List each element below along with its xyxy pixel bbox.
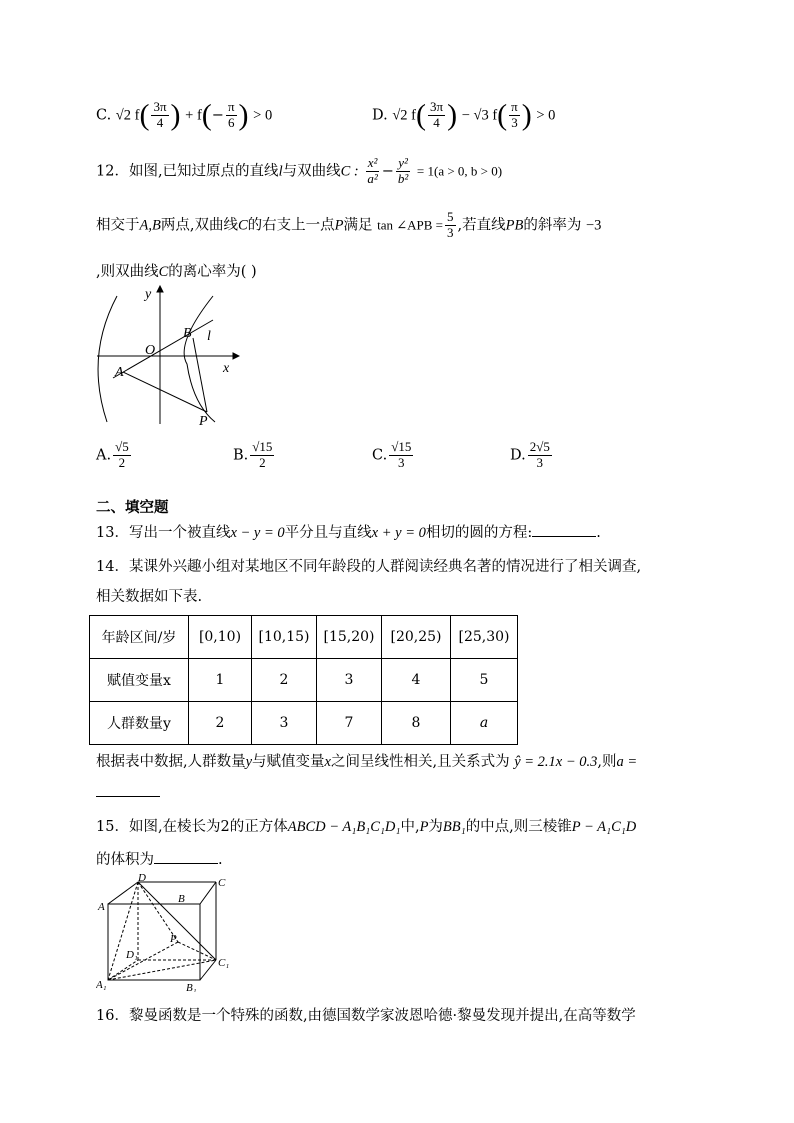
q11-option-c: C. √2 f( $\frac{3\pi}{4}$ ) + f(− $\frac{\pi}{6}$ ) > 0 [96,98,273,132]
q15-answer-blank[interactable] [154,849,218,864]
cube-label-C1: C₁ [218,957,230,969]
cube-figure [96,872,236,992]
q12-option-b: B. $\frac{√15}{2}$ [233,439,273,470]
q12-line3: ,则双曲线C的离心率为( ) [96,264,257,280]
q14-line1: 14．某课外兴趣小组对某地区不同年龄段的人群阅读经典名著的情况进行了相关调查, [96,559,642,575]
edge-BC [200,882,216,904]
cube-label-D1: D₁ [126,949,138,961]
table-cell: 3 [317,659,382,702]
q14-answer-line [96,782,160,801]
y-axis-arrow [157,286,163,292]
label-l: l [207,329,211,344]
table-cell: 7 [317,702,382,745]
q12-line1: 12．如图,已知过原点的直线l与双曲线C : $\frac{\text{x²}}{\text{a²}}$ − $\frac{\text{y²}}{\text{b²}}$ = 1(a > 0, b > 0) [96,155,503,186]
segment-DC1 [138,882,216,960]
label-x: x [223,361,230,376]
cube-label-A: A [98,901,105,913]
segment-BP [193,338,207,412]
left-branch [98,296,117,422]
data-table [89,615,518,745]
table-cell: 年龄区间/岁 [90,616,189,659]
q14-answer-blank[interactable] [96,782,160,797]
table-cell: 2 [252,659,317,702]
q16-line1: 16．黎曼函数是一个特殊的函数,由德国数学家波恩哈德·黎曼发现并提出,在高等数学 [96,1008,636,1024]
table-cell: [25,30) [451,616,518,659]
cube-label-D: D [138,872,146,884]
table-row [90,616,518,659]
cube-label-A1: A₁ [96,979,107,991]
table-cell: [20,25) [382,616,451,659]
cube-label-B1: B₁ [186,982,197,992]
section-title: 二、填空题 [96,500,169,516]
label-A: A [115,365,124,380]
label-O: O [145,343,156,358]
q13-line: 13．写出一个被直线x − y = 0平分且与直线x + y = 0相切的圆的方程: . [96,521,601,542]
table-row [90,702,518,745]
table-cell: 3 [252,702,317,745]
line-l [113,320,213,378]
table-cell: 1 [189,659,252,702]
segment-PA1 [108,942,178,980]
q11-option-d: D. √2 f( $\frac{3\pi}{4}$ ) − √3 f( $\frac{\pi}{3}$ ) > 0 [372,98,556,132]
cube-label-B: B [178,893,185,905]
cube-label-C: C [218,877,226,889]
table-cell: 8 [382,702,451,745]
q12-option-a: A. $\frac{√5}{2}$ [96,439,129,470]
q12-option-c: C. $\frac{√15}{3}$ [372,439,412,470]
table-cell: 人群数量y [90,702,189,745]
edge-AD [108,882,138,904]
segment-DA1 [108,882,138,980]
table-cell: [0,10) [189,616,252,659]
table-cell: 5 [451,659,518,702]
segment-PC1 [178,942,216,960]
cube-label-P: P [170,933,177,945]
q15-line2: 的体积为 . [96,848,223,869]
q15-line1: 15．如图,在棱长为2的正方体ABCD − A₁B₁C₁D₁中,P为BB₁的中点,则三棱锥P − A₁C₁D [96,819,637,835]
q12-option-d: D. $\frac{2√5}{3}$ [510,439,550,470]
table-cell: 2 [189,702,252,745]
q13-answer-blank[interactable] [532,522,596,537]
q12-line2: 相交于A,B两点,双曲线C的右支上一点P满足 tan ∠APB = $\frac{5}{3}$ ,若直线PB的斜率为 −3 [96,209,602,240]
x-axis-arrow [233,353,239,359]
table-cell: [15,20) [317,616,382,659]
table-cell: 4 [382,659,451,702]
label-B: B [183,326,192,341]
cube-front-face [108,904,200,980]
label-P: P [199,414,208,429]
table-cell: a [451,702,518,745]
q14-after: 根据表中数据,人群数量y与赋值变量x之间呈线性相关,且关系式为 ŷ = 2.1x − 0.3,则a = [96,754,638,770]
label-y: y [145,287,152,302]
q14-line2: 相关数据如下表. [96,589,203,605]
table-cell: 赋值变量x [90,659,189,702]
hyperbola-figure [95,284,240,429]
table-cell: [10,15) [252,616,317,659]
table-row [90,659,518,702]
